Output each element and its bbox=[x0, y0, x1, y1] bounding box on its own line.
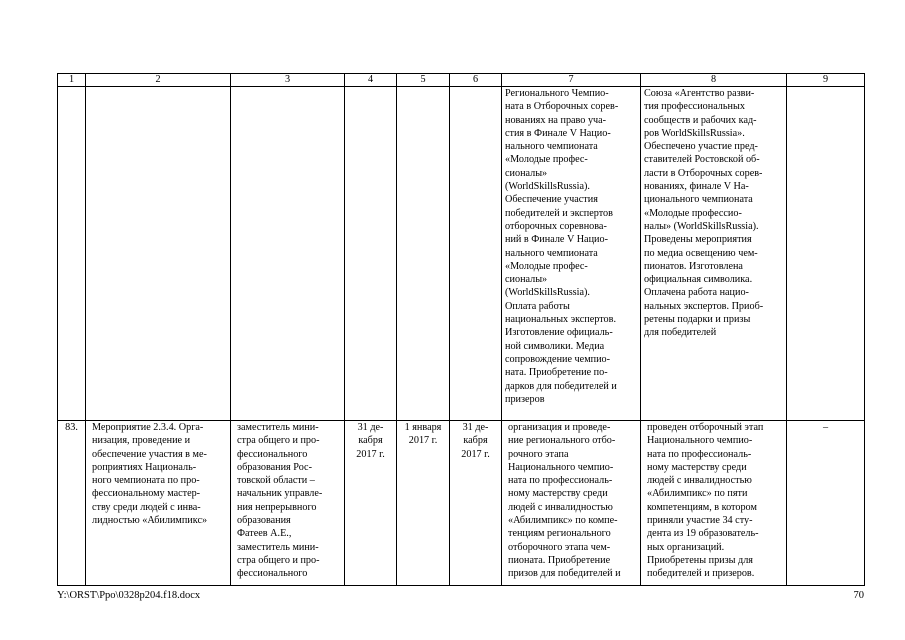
planned-result-cell: организация и проведе- ние регионального отбо- рочного этапа Национального чемпио- ната по профессиональ- ному мастерству среди людей с инвалидностью «Абилимпикс» по компе- тенциям регионального отборочного этапа чем- пионата. Приобретение призов для победителей и bbox=[502, 421, 641, 586]
footer-page-number: 70 bbox=[853, 590, 864, 601]
responsible-cell bbox=[231, 87, 345, 421]
actual-result-cell: проведен отборочный этап Национального чемпио- ната по профессиональ- ному мастерству среди людей с инвалидностью «Абилимпикс» по пяти компетенциям, в котором приняли участие 34 сту- дента из 19 образователь- ных организаций. Приобретены призы для победителей и призеров. bbox=[641, 421, 787, 586]
header-cell: 5 bbox=[397, 74, 450, 87]
measure-cell: Мероприятие 2.3.4. Орга- низация, проведение и обеспечение участия в ме- роприятиях Националь- ного чемпионата по про- фессиональному мастер- ству среди людей с инва- лидностью «Абилимпикс» bbox=[86, 421, 231, 586]
start-date-cell: 1 января 2017 г. bbox=[397, 421, 450, 586]
header-cell: 6 bbox=[450, 74, 502, 87]
responsible-cell: заместитель мини- стра общего и про- фессионального образования Рос- товской области – начальник управле- ния непрерывного образования Фатеев А.Е., заместитель мини- стра общего и про- фессионального bbox=[231, 421, 345, 586]
plan-date-cell: 31 де- кабря 2017 г. bbox=[345, 421, 397, 586]
header-cell: 4 bbox=[345, 74, 397, 87]
header-row bbox=[58, 74, 865, 87]
notes-cell bbox=[787, 87, 865, 421]
planned-result-cell: Регионального Чемпио- ната в Отборочных сорев- нованиях на право уча- стия в Финале V Нацио- нального чемпионата «Молодые профес- сионалы» (WorldSkillsRussia). Обеспечение участия победителей и экспертов отборочных соревнова- ний в Финале V Нацио- нального чемпионата «Молодые профес- сионалы» (WorldSkillsRussia). Оплата работы национальных экспертов. Изготовление официаль- ной символики. Медиа сопровождение чемпио- ната. Приобретение по- дарков для победителей и призеров bbox=[502, 87, 641, 421]
end-date-cell bbox=[450, 87, 502, 421]
notes-cell: – bbox=[787, 421, 865, 586]
actual-result-cell: Союза «Агентство разви- тия профессиональных сообществ и рабочих кад- ров WorldSkillsRussia». Обеспечено участие пред- ставителей Ростовской об- ласти в Отборочных сорев- нованиях, финале V На- ционального чемпионата «Молодые профессио- налы» (WorldSkillsRussia). Проведены мероприятия по медиа освещению чем- пионатов. Изготовлена официальная символика. Оплачена работа нацио- нальных экспертов. Приоб- ретены подарки и призы для победителей bbox=[641, 87, 787, 421]
plan-date-cell bbox=[345, 87, 397, 421]
start-date-cell bbox=[397, 87, 450, 421]
header-cell: 3 bbox=[231, 74, 345, 87]
table-row-83 bbox=[58, 421, 865, 586]
header-cell: 8 bbox=[641, 74, 787, 87]
header-cell: 1 bbox=[58, 74, 86, 87]
header-cell: 9 bbox=[787, 74, 865, 87]
row-number-cell: 83. bbox=[58, 421, 86, 586]
measure-cell bbox=[86, 87, 231, 421]
header-cell: 2 bbox=[86, 74, 231, 87]
document-table bbox=[57, 73, 865, 586]
footer-file-path: Y:\ORST\Ppo\0328p204.f18.docx bbox=[57, 590, 201, 601]
row-number-cell bbox=[58, 87, 86, 421]
end-date-cell: 31 де- кабря 2017 г. bbox=[450, 421, 502, 586]
table-row-continuation bbox=[58, 87, 865, 421]
header-cell: 7 bbox=[502, 74, 641, 87]
